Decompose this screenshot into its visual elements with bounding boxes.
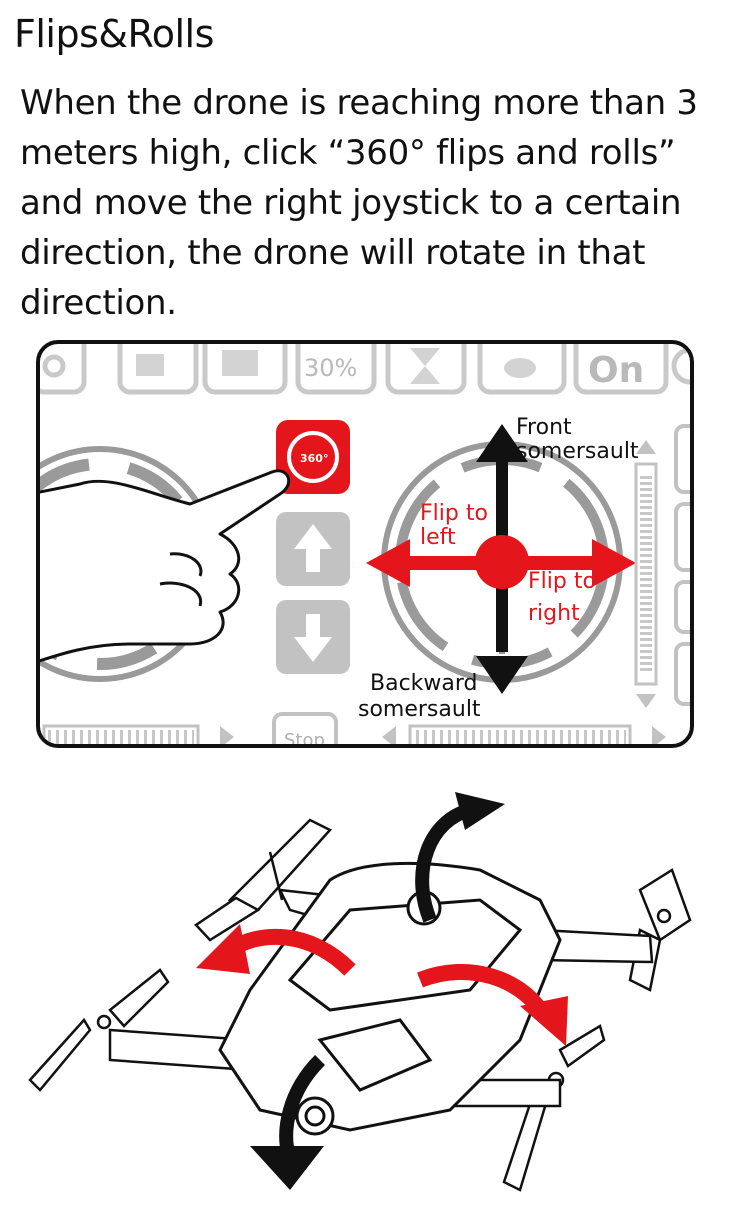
drone-illustration (0, 790, 730, 1224)
left-label-2: left (420, 525, 456, 550)
joystick-knob (475, 535, 529, 589)
right-arrow (592, 539, 636, 587)
stop-label: Stop (284, 730, 325, 751)
back-arrow (476, 656, 528, 694)
page-title: Flips&Rolls (14, 12, 214, 56)
back-label-1: Backward (370, 671, 478, 696)
bottom-trim-right[interactable] (382, 726, 666, 748)
right-label-2: right (528, 601, 580, 626)
propeller-bottom-left (30, 970, 168, 1090)
stop-button[interactable] (274, 714, 336, 751)
front-label-1: Front (516, 415, 572, 440)
ascend-button[interactable] (276, 512, 350, 586)
mode-label: On (588, 350, 645, 391)
vertical-trim-slider[interactable] (636, 440, 656, 708)
controller-screen (36, 340, 694, 751)
propeller-bottom-right (504, 1026, 604, 1190)
descend-button[interactable] (276, 600, 350, 674)
propeller-top-right (630, 870, 690, 990)
instructions-text: When the drone is reaching more than 3 meters high, click “360° flips and rolls” and move the right joystick to a certain direction, the drone will rotate in that direction. (20, 83, 698, 323)
back-label-2: somersault (358, 697, 481, 722)
right-edge-buttons (676, 426, 694, 704)
pointing-hand (40, 471, 289, 664)
controller-illustration (40, 344, 694, 751)
bottom-trim-left[interactable] (44, 726, 234, 748)
settings-icon (674, 350, 694, 382)
right-label-1: Flip to (528, 569, 596, 594)
left-label-1: Flip to (420, 501, 488, 526)
battery-label: 30% (304, 354, 358, 382)
flip-360-label: 360° (300, 452, 329, 465)
front-label-2: somersault (516, 439, 639, 464)
